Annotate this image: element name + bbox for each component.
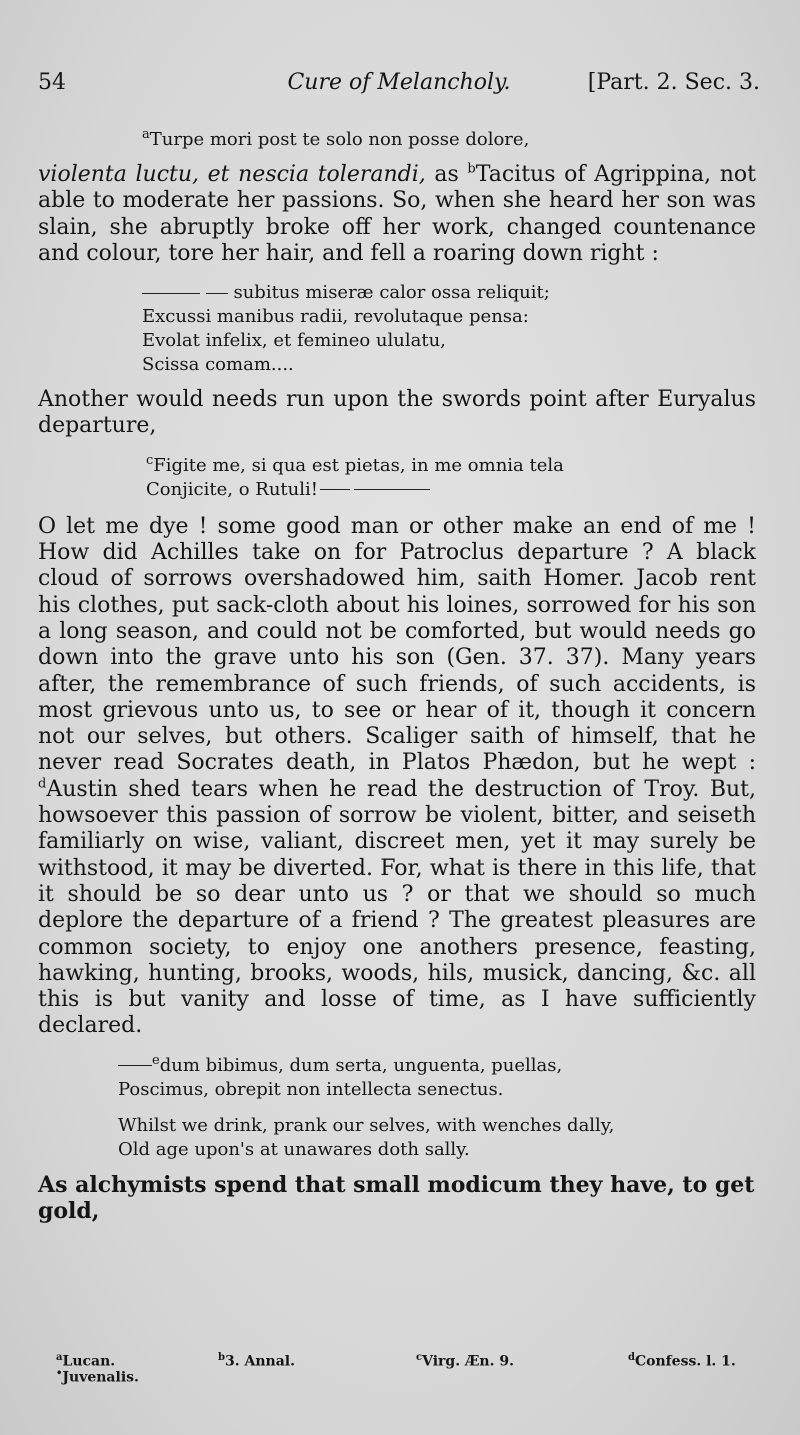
epigraph-text: Turpe mori post te solo non posse dolore,	[149, 129, 530, 150]
italic-lead: violenta luctu, et nescia tolerandi,	[38, 162, 426, 187]
dash-rule	[354, 489, 430, 490]
epigraph	[38, 128, 756, 152]
footnote-d: $^d$Confess. l. 1.	[628, 1352, 736, 1370]
running-title: Cure of Melancholy.	[287, 70, 511, 95]
paragraph-agrippina: violenta luctu, et nescia tolerandi, as $^b$Tacitus of Agrippina, not able to moderate her passions. So, when she heard her son was slain, she abruptly broke off her work, changed countenance and colour, tore her hair, and fell a roaring down right :	[38, 161, 756, 266]
dash-rule	[320, 489, 350, 490]
footnote-juvenalis: •Juvenalis.	[56, 1368, 139, 1386]
footnote-marker-c: c	[146, 452, 154, 468]
verse-block-3: $^e$dum bibimus, dum serta, unguenta, puellas, Poscimus, obrepit non intellecta senectus.	[118, 1052, 563, 1100]
footnote-b: $^b$3. Annal.	[218, 1352, 295, 1370]
footnote-marker-e: e	[152, 1052, 160, 1068]
dash-rule	[206, 293, 228, 294]
section-reference: [Part. 2. Sec. 3.	[587, 70, 760, 95]
paragraph-sorrow: O let me dye ! some good man or other make an end of me ! How did Achilles take on for Patroclus departure ? A black cloud of sorrows overshadowed him, saith Homer. Jacob rent his clothes, put sack-cloth about his loines, sorrowed for his son a long season, and could not be comforted, but would needs go down into the grave unto his son (Gen. 37. 37). Many years after, the remembrance of such friends, of such accidents, is most grievous unto us, to see or hear of it, though it concern not our selves, but others. Scaliger saith of himself, that he never read Socrates death, in Platos Phædon, but he wept : $^d$Austin shed tears when he read the destruction of Troy. But, howsoever this passion of sorrow be violent, bitter, and seiseth familiarly on wise, valiant, discreet men, yet it may surely be withstood, it may be diverted. For, what is there in this life, that it should be so dear unto us ? or that we should so much deplore the departure of a friend ? The greatest pleasures are common society, to enjoy one anothers presence, feasting, hawking, hunting, brooks, woods, hils, musick, dancing, &c. all this is but vanity and losse of time, as I have sufficiently declared.	[38, 513, 756, 1039]
verse-block-4: Whilst we drink, prank our selves, with wenches dally, Old age upon's at unawares doth sally.	[118, 1114, 615, 1160]
footnote-marker-d: d	[38, 776, 47, 792]
dash-rule	[118, 1065, 152, 1066]
dash-rule	[142, 293, 200, 294]
verse-block-2: $^c$Figite me, si qua est pietas, in me omnia tela Conjicite, o Rutuli!	[146, 452, 564, 500]
verse-block-1: subitus miseræ calor ossa reliquit; Excussi manibus radii, revolutaque pensa: Evolat infelix, et femineo ululatu, Scissa comam....	[142, 282, 550, 376]
footnote-marker-b: b	[467, 161, 476, 177]
paragraph-euryalus: Another would needs run upon the swords point after Euryalus departure,	[38, 387, 756, 439]
footnote-marker-a: a	[142, 127, 150, 142]
catchline: As alchymists spend that small modicum they have, to get gold,	[38, 1171, 755, 1224]
footnotes	[38, 1352, 756, 1392]
page-body	[38, 128, 756, 1224]
footnote-a: $^a$Lucan.	[56, 1352, 116, 1370]
page-header	[38, 70, 760, 104]
footnote-c: $^c$Virg. Æn. 9.	[416, 1352, 514, 1370]
page-number: 54	[38, 70, 66, 95]
